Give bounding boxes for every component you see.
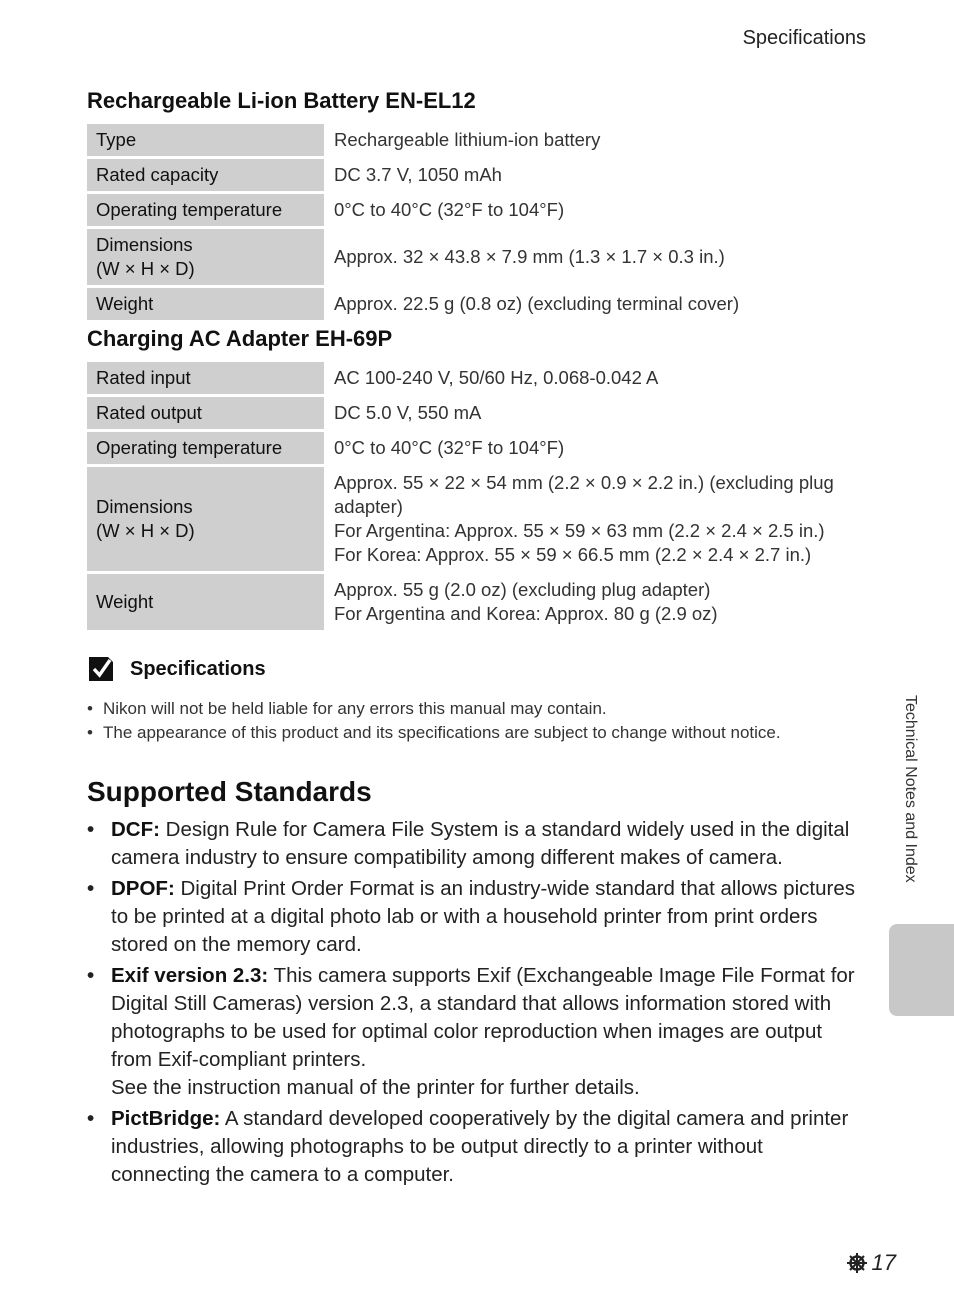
battery-row-value: Approx. 32 × 43.8 × 7.9 mm (1.3 × 1.7 × 0.3 in.) (334, 246, 725, 267)
standard-term: DCF: (111, 818, 160, 841)
caution-note-item: • The appearance of this product and its specifications are subject to change without notice. (87, 721, 781, 745)
battery-row-value: Rechargeable lithium-ion battery (334, 129, 601, 150)
standard-term: Exif version 2.3: (111, 964, 269, 987)
caution-notes-list (87, 697, 781, 745)
battery-row-label: Type (87, 124, 324, 156)
side-index-tab (889, 924, 954, 1016)
adapter-row (87, 574, 863, 630)
side-tab-label-text: Technical Notes and Index (902, 695, 919, 883)
standard-item (87, 1105, 867, 1189)
adapter-row-label: Dimensions (W × H × D) (87, 467, 324, 571)
battery-spec-table (87, 121, 863, 323)
caution-header (88, 654, 266, 684)
adapter-row-label: Weight (87, 574, 324, 630)
standard-item (87, 816, 867, 872)
adapter-row-label: Operating temperature (87, 432, 324, 464)
standards-heading: Supported Standards (87, 776, 372, 807)
battery-row (87, 288, 863, 320)
reference-section-icon (843, 1251, 871, 1275)
adapter-spec-table (87, 359, 863, 633)
adapter-row-label: Rated input (87, 362, 324, 394)
battery-row-value: 0°C to 40°C (32°F to 104°F) (334, 199, 565, 220)
battery-row-label: Operating temperature (87, 194, 324, 226)
adapter-row-value: 0°C to 40°C (32°F to 104°F) (334, 437, 565, 458)
standard-term: DPOF: (111, 877, 175, 900)
battery-row (87, 124, 863, 156)
battery-row-value: Approx. 22.5 g (0.8 oz) (excluding terminal cover) (334, 293, 740, 314)
adapter-row (87, 467, 863, 571)
adapter-section-title: Charging AC Adapter EH-69P (87, 326, 393, 351)
standard-extra-note: See the instruction manual of the printer for further details. (111, 1076, 640, 1099)
battery-row-label: Weight (87, 288, 324, 320)
standard-description: Design Rule for Camera File System is a standard widely used in the digital camera industry to ensure compatibility among different makes of camera. (111, 818, 850, 869)
adapter-row (87, 362, 863, 394)
battery-section-title: Rechargeable Li-ion Battery EN-EL12 (87, 88, 476, 113)
page-number-value: 17 (871, 1250, 896, 1275)
standard-term: PictBridge: (111, 1107, 221, 1130)
caution-check-icon (88, 654, 118, 684)
caution-note-item: • Nikon will not be held liable for any errors this manual may contain. (87, 697, 781, 721)
running-header: Specifications (742, 27, 866, 49)
battery-row-label: Dimensions (W × H × D) (87, 229, 324, 285)
side-tab-label (895, 695, 919, 915)
adapter-row-value: Approx. 55 g (2.0 oz) (excluding plug adapter) For Argentina and Korea: Approx. 80 g (2.9 oz) (334, 579, 718, 624)
standard-item (87, 962, 867, 1102)
standard-description: Digital Print Order Format is an industry-wide standard that allows pictures to be printed at a digital photo lab or with a household printer from print orders stored on the memory card. (111, 877, 855, 956)
caution-title: Specifications (130, 657, 266, 680)
battery-row (87, 159, 863, 191)
standard-item (87, 875, 867, 959)
adapter-row-value: AC 100-240 V, 50/60 Hz, 0.068-0.042 A (334, 367, 659, 388)
battery-row-value: DC 3.7 V, 1050 mAh (334, 164, 502, 185)
page-number (843, 1250, 896, 1276)
adapter-row-value: DC 5.0 V, 550 mA (334, 402, 482, 423)
adapter-row-label: Rated output (87, 397, 324, 429)
standard-description: A standard developed cooperatively by the digital camera and printer industries, allowing photographs to be output directly to a printer without connecting the camera to a computer. (111, 1107, 849, 1186)
battery-row (87, 194, 863, 226)
battery-row (87, 229, 863, 285)
standard-description: This camera supports Exif (Exchangeable Image File Format for Digital Still Cameras) version 2.3, a standard that allows information stored with photographs to be used for optimal color reproduction when images are output from Exif-compliant printers. (111, 964, 855, 1071)
adapter-row-value: Approx. 55 × 22 × 54 mm (2.2 × 0.9 × 2.2 in.) (excluding plug adapter) For Argentina: Approx. 55 × 59 × 63 mm (2.2 × 2.4 × 2.5 in.) For Korea: Approx. 55 × 59 × 66.5 mm (2.2 × 2.4 × 2.7 in.) (334, 472, 834, 565)
adapter-row (87, 397, 863, 429)
battery-row-label: Rated capacity (87, 159, 324, 191)
adapter-row (87, 432, 863, 464)
standards-list (87, 816, 867, 1192)
